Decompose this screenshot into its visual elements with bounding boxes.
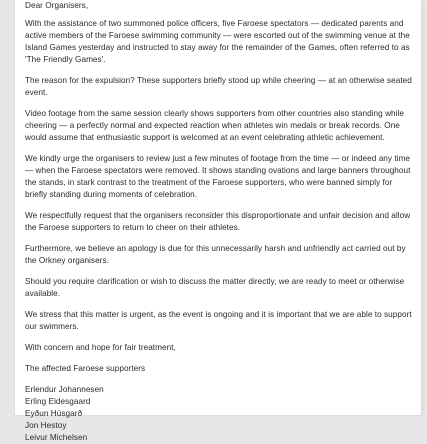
paragraph-urgency: We stress that this matter is urgent, as the event is ongoing and it is important that we are able to support our swimmers. bbox=[25, 310, 412, 331]
letter-body bbox=[25, 0, 413, 444]
signatory-name: Eyðun Húsgarð bbox=[25, 409, 83, 418]
signatory-name: Erling Eidesgaard bbox=[25, 397, 91, 406]
letter-page bbox=[15, 0, 421, 442]
closing-line: With concern and hope for fair treatment, bbox=[25, 343, 176, 352]
paragraph-reason: The reason for the expulsion? These supporters briefly stood up while cheering — at an otherwise seated event. bbox=[25, 76, 412, 97]
greeting: Dear Organisers, bbox=[25, 1, 89, 10]
paragraph-review-request: We kindly urge the organisers to review just a few minutes of footage from the time — or indeed any time — when the Faroese spectators were removed. It shows standing ovations and large banners throughout the stands, in stark contrast to the treatment of the Faroese supporters, who were banned simply for briefly standing during moments of celebration. bbox=[25, 154, 411, 199]
paragraph-expulsion: With the assistance of two summoned police officers, five Faroese spectators — dedicated parents and active members of the Faroese swimming community — were escorted out of the swimming venue at the Island Games yesterday and instructed to stay away for the remainder of the Games, often referred to as 'The Friendly Games'. bbox=[25, 19, 410, 64]
signatory-name: Leivur Michelsen bbox=[25, 433, 88, 442]
paragraph-apology: Furthermore, we believe an apology is due for this unnecessarily harsh and unfriendly act carried out by the Orkney organisers. bbox=[25, 244, 406, 265]
signatory-name: Erlendur Johannesen bbox=[25, 385, 104, 394]
paragraph-reconsider: We respectfully request that the organisers reconsider this disproportionate and unfair decision and allow the Faroese supporters to return to cheer on their athletes. bbox=[25, 211, 411, 232]
signatory-name: Jon Hestoy bbox=[25, 421, 67, 430]
sender-line: The affected Faroese supporters bbox=[25, 364, 146, 373]
signatory-list bbox=[25, 384, 413, 444]
paragraph-footage: Video footage from the same session clearly shows supporters from other countries also standing while cheering — a perfectly normal and expected reaction when athletes win medals or break records. One would assume that enthusiastic support is welcomed at an event celebrating athletic achievement. bbox=[25, 109, 404, 142]
paragraph-clarification: Should you require clarification or wish to discuss the matter directly, we are ready to meet or otherwise available. bbox=[25, 277, 405, 298]
